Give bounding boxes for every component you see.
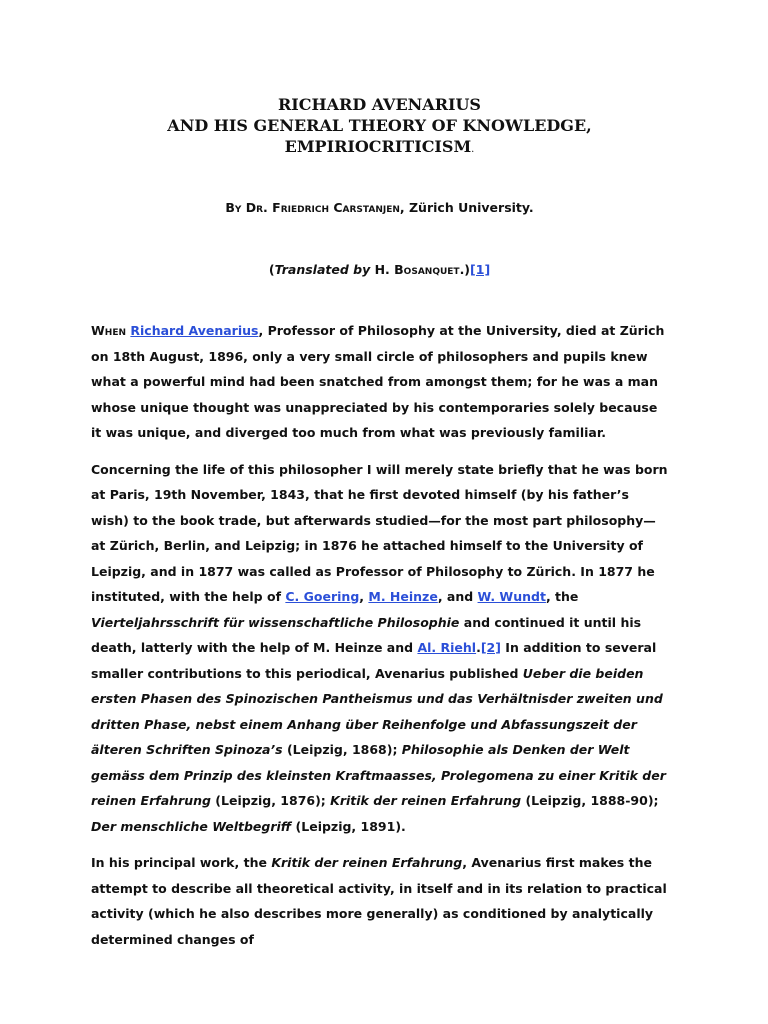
paragraph-2-text-1: Concerning the life of this philosopher I will merely state briefly that he was born at Paris, 19th November, 1843, that he first devoted himself (by his father’s wish) to the book trade, but afterwards studied—for the most part philosophy—at Zürich, Berlin, and Leipzig; in 1876 he attached himself to the University of Leipzig, and in 1877 was called as Professor of Philosophy to Zürich. In 1877 he instituted, with the help of xyxy=(91,461,668,604)
paragraph-2-text-11: (Leipzig, 1891). xyxy=(291,818,406,834)
paragraph-3 xyxy=(91,850,668,952)
paragraph-2-text-5: and continued it until his death, latterly with the help of M. Heinze and xyxy=(91,614,642,655)
translator-open-paren: ( xyxy=(268,262,275,277)
translated-by-label: Translated by xyxy=(274,262,371,277)
link-m-heinze[interactable]: M. Heinze xyxy=(368,589,438,604)
book-title-spinoza: Ueber die beiden ersten Phasen des Spinozischen Pantheismus und das Verhältnisder zweiten und dritten Phase, nebst einem Anhang über Reihenfolge und Abfassungszeit der älteren Schriften Spinoza’s xyxy=(91,665,663,757)
paragraph-1-text: , Professor of Philosophy at the University, died at Zürich on 18th August, 1896, only a very small circle of philosophers and pupils knew what a powerful mind had been snatched from amongst them; for he was a man whose unique thought was unappreciated by his contemporaries solely because it was unique, and diverged too much from what was previously familiar. xyxy=(91,323,665,440)
translator-line xyxy=(91,261,668,279)
footnote-link-1[interactable]: [1] xyxy=(470,262,491,277)
title-line-3-text: EMPIRIOCRITICISM xyxy=(284,137,472,156)
paragraph-2 xyxy=(91,457,668,840)
paragraph-2-text-3: , and xyxy=(437,589,478,604)
book-title-kritik: Kritik der reinen Erfahrung xyxy=(330,793,522,808)
paragraph-2-text-8: (Leipzig, 1868); xyxy=(282,742,402,757)
book-title-philosophie: Philosophie als Denken der Welt gemäss dem Prinzip des kleinsten Kraftmaasses, Prolegomena zu einer Kritik der reinen Erfahrung xyxy=(91,742,666,808)
paragraph-3-text-2: , Avenarius first makes the attempt to describe all theoretical activity, in itself and in its relation to practical activity (which he also describes more generally) as conditioned by analytically determined changes of xyxy=(91,855,667,947)
footnote-link-2[interactable]: [2] xyxy=(480,640,501,655)
paragraph-2-text-10: (Leipzig, 1888-90); xyxy=(521,793,659,808)
title-line-3-dot: . xyxy=(471,144,475,155)
paragraph-2-text-6: . xyxy=(476,640,481,655)
paragraph-2-text-9: (Leipzig, 1876); xyxy=(210,793,331,808)
periodical-title: Vierteljahrsschrift für wissenschaftliche Philosophie xyxy=(91,614,460,630)
link-richard-avenarius[interactable]: Richard Avenarius xyxy=(130,323,259,338)
title-line-1: RICHARD AVENARIUS xyxy=(278,95,481,114)
paragraph-2-text-7: In addition to several smaller contributions to this periodical, Avenarius published xyxy=(91,640,657,681)
translator-name: Bosanquet xyxy=(394,262,460,277)
document-title xyxy=(91,94,668,160)
translator-initial: H. xyxy=(370,262,395,277)
author-affiliation: , Zürich University. xyxy=(399,200,534,215)
principal-work-title: Kritik der reinen Erfahrung xyxy=(271,855,463,870)
author-byline xyxy=(91,199,668,217)
title-line-2: AND HIS GENERAL THEORY OF KNOWLEDGE, xyxy=(167,116,592,135)
paragraph-2-text-2: , xyxy=(359,589,369,604)
book-title-weltbegriff: Der menschliche Weltbegriff xyxy=(91,818,292,834)
link-c-goering[interactable]: C. Goering xyxy=(285,589,360,604)
author-name: By Dr. Friedrich Carstanjen xyxy=(225,200,400,215)
link-al-riehl[interactable]: Al. Riehl xyxy=(417,640,477,655)
paragraph-3-text-1: In his principal work, the xyxy=(91,855,272,870)
link-w-wundt[interactable]: W. Wundt xyxy=(477,589,546,604)
drop-word: When xyxy=(91,323,127,338)
title-line-3 xyxy=(91,136,668,160)
paragraph-1 xyxy=(91,318,668,446)
paragraph-2-text-4: , the xyxy=(545,589,579,604)
translator-close-paren: .) xyxy=(459,262,471,277)
article-body xyxy=(91,318,668,952)
